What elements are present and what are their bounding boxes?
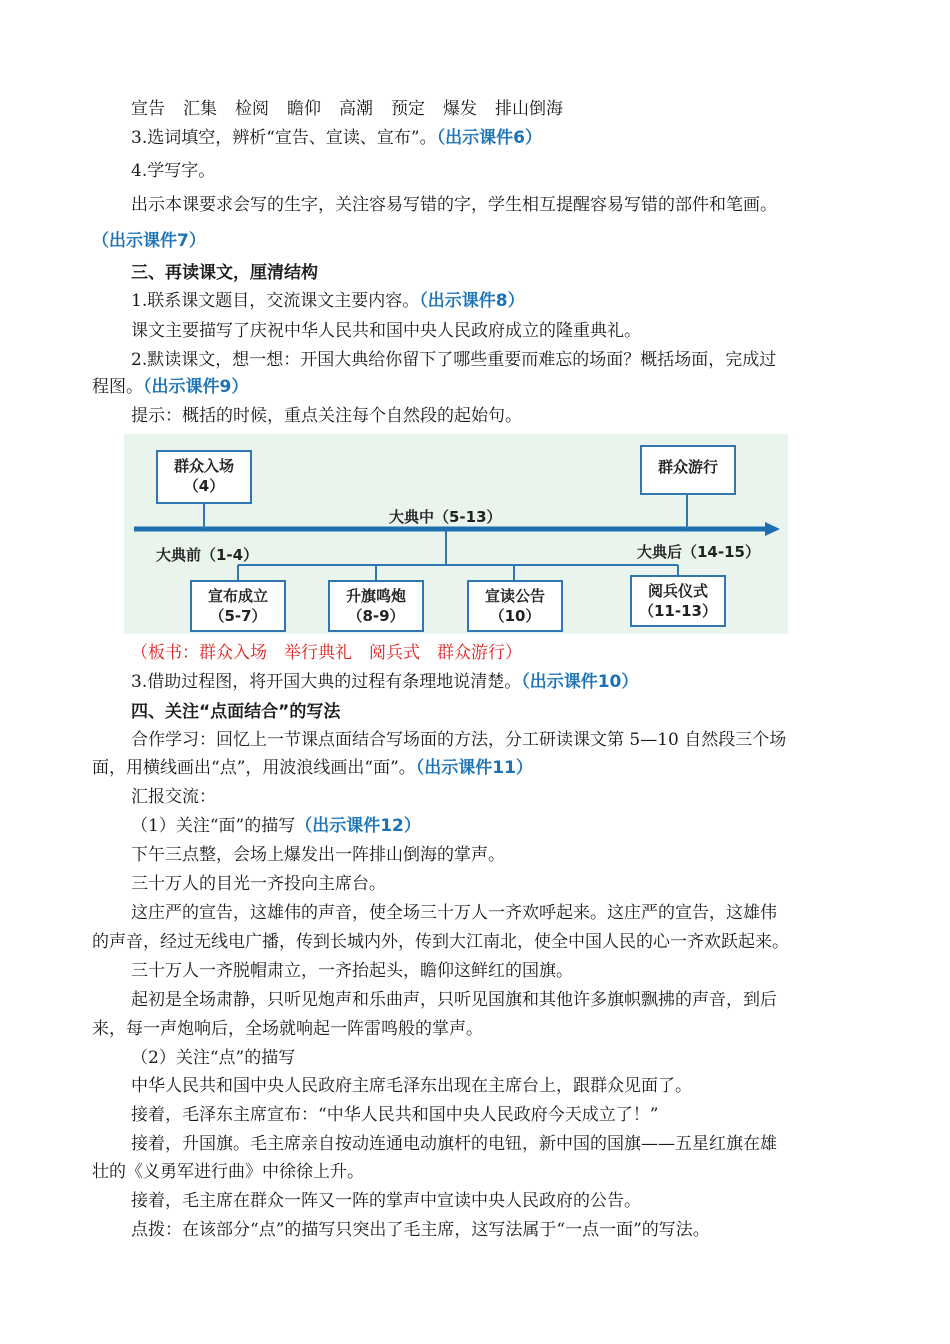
section-heading: 三、再读课文，厘清结构 bbox=[131, 263, 318, 283]
paragraph: 中华人民共和国中央人民政府主席毛泽东出现在主席台上，跟群众见面了。 bbox=[131, 1076, 692, 1096]
step-box-military-review bbox=[630, 575, 726, 627]
courseware-tag: （出示课件7） bbox=[92, 231, 206, 251]
paragraph: 汇报交流： bbox=[131, 787, 216, 807]
step-range: （5-7） bbox=[209, 607, 267, 625]
step-box-proclamation bbox=[467, 580, 563, 632]
word: 检阅 bbox=[235, 99, 269, 119]
paragraph: 三十万人一齐脱帽肃立，一齐抬起头，瞻仰这鲜红的国旗。 bbox=[131, 961, 573, 981]
word: 高潮 bbox=[339, 99, 373, 119]
courseware-tag: （出示课件12） bbox=[295, 816, 421, 836]
paragraph bbox=[131, 127, 542, 149]
step-range: （8-9） bbox=[347, 607, 405, 625]
paragraph: 起初是全场肃静，只听见炮声和乐曲声，只听见国旗和其他许多旗帜飘拂的声音，到后 bbox=[131, 990, 777, 1010]
board-notes: （板书：群众入场 举行典礼 阅兵式 群众游行） bbox=[131, 643, 522, 663]
text: 3.选词填空，辨析“宣告、宣读、宣布”。 bbox=[131, 128, 437, 148]
word: 瞻仰 bbox=[287, 99, 321, 119]
paragraph: 出示本课要求会写的生字，关注容易写错的字，学生相互提醒容易写错的部件和笔画。 bbox=[131, 195, 777, 215]
step-box-announce bbox=[190, 580, 286, 632]
step-label: 宣布成立 bbox=[207, 587, 268, 605]
step-range: （4） bbox=[183, 477, 225, 495]
step-range: （10） bbox=[489, 607, 541, 625]
paragraph: 点拨：在该部分“点”的描写只突出了毛主席，这写法属于“一点一面”的写法。 bbox=[131, 1220, 710, 1240]
paragraph bbox=[131, 671, 638, 693]
paragraph: 合作学习：回忆上一节课点面结合写场面的方法，分工研读课文第 5—10 自然段三个场 bbox=[131, 730, 787, 750]
word-list bbox=[131, 98, 581, 120]
step-label: 宣读公告 bbox=[484, 587, 545, 605]
paragraph: 接着，毛泽东主席宣布：“中华人民共和国中央人民政府今天成立了！” bbox=[131, 1105, 659, 1125]
paragraph: 接着，升国旗。毛主席亲自按动连通电动旗杆的电钮，新中国的国旗——五星红旗在雄 bbox=[131, 1134, 777, 1154]
phase-label-before: 大典前（1-4） bbox=[156, 546, 259, 564]
paragraph: 4.学写字。 bbox=[131, 161, 216, 181]
process-diagram bbox=[124, 434, 788, 634]
phase-label-middle: 大典中（5-13） bbox=[389, 508, 502, 526]
paragraph: 三十万人的目光一齐投向主席台。 bbox=[131, 874, 386, 894]
section-heading: 四、关注“点面结合”的写法 bbox=[131, 702, 341, 722]
paragraph bbox=[92, 757, 533, 779]
step-box-flag-salute bbox=[328, 580, 424, 632]
word: 宣告 bbox=[131, 99, 165, 119]
paragraph: 接着，毛主席在群众一阵又一阵的掌声中宣读中央人民政府的公告。 bbox=[131, 1191, 641, 1211]
paragraph: 课文主要描写了庆祝中华人民共和国中央人民政府成立的隆重典礼。 bbox=[131, 321, 641, 341]
word: 汇集 bbox=[183, 99, 217, 119]
courseware-tag: （出示课件10） bbox=[521, 672, 639, 692]
text: 3.借助过程图，将开国大典的过程有条理地说清楚。 bbox=[131, 672, 522, 692]
paragraph bbox=[131, 815, 421, 837]
text: （1）关注“面”的描写 bbox=[131, 816, 296, 836]
step-label: 群众游行 bbox=[657, 458, 718, 476]
paragraph: 提示：概括的时候，重点关注每个自然段的起始句。 bbox=[131, 406, 522, 426]
paragraph: 2.默读课文，想一想：开国大典给你留下了哪些重要而难忘的场面？概括场面，完成过 bbox=[131, 350, 777, 370]
step-box-crowd-entry bbox=[156, 450, 252, 504]
word: 排山倒海 bbox=[495, 99, 563, 119]
step-range: （11-13） bbox=[639, 602, 717, 620]
courseware-tag: （出示课件11） bbox=[415, 758, 533, 778]
text: 面，用横线画出“点”，用波浪线画出“面”。 bbox=[92, 758, 416, 778]
step-box-crowd-parade bbox=[640, 445, 736, 495]
paragraph: 这庄严的宣告，这雄伟的声音，使全场三十万人一齐欢呼起来。这庄严的宣告，这雄伟 bbox=[131, 903, 777, 923]
paragraph: 下午三点整，会场上爆发出一阵排山倒海的掌声。 bbox=[131, 845, 505, 865]
paragraph: 来，每一声炮响后，全场就响起一阵雷鸣般的掌声。 bbox=[92, 1019, 483, 1039]
word: 预定 bbox=[391, 99, 425, 119]
paragraph: 的声音，经过无线电广播，传到长城内外，传到大江南北，使全中国人民的心一齐欢跃起来。 bbox=[92, 932, 789, 952]
courseware-tag: （出示课件6） bbox=[436, 128, 542, 148]
courseware-tag: （出示课件8） bbox=[419, 291, 525, 311]
step-label: 阅兵仪式 bbox=[647, 582, 708, 600]
word: 爆发 bbox=[443, 99, 477, 119]
paragraph: 壮的《义勇军进行曲》中徐徐上升。 bbox=[92, 1162, 364, 1182]
step-label: 群众入场 bbox=[173, 457, 234, 475]
paragraph: （2）关注“点”的描写 bbox=[131, 1048, 296, 1068]
paragraph bbox=[92, 376, 248, 398]
text: 1.联系课文题目，交流课文主要内容。 bbox=[131, 291, 420, 311]
phase-label-after: 大典后（14-15） bbox=[637, 543, 760, 561]
step-label: 升旗鸣炮 bbox=[345, 587, 406, 605]
paragraph bbox=[131, 290, 525, 312]
text: 程图。 bbox=[92, 377, 143, 397]
courseware-tag: （出示课件9） bbox=[143, 377, 249, 397]
